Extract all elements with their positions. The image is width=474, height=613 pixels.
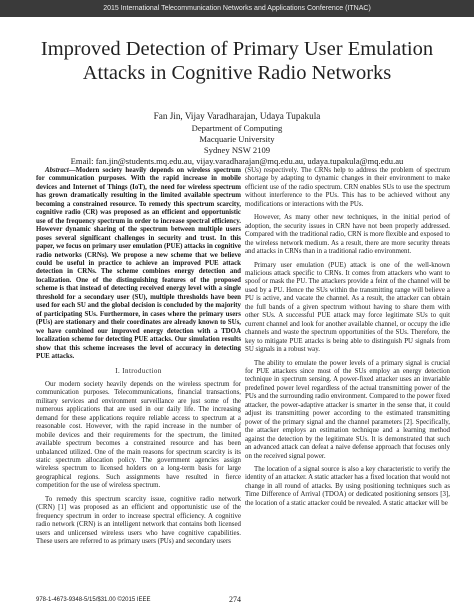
conference-header [0, 0, 474, 17]
section-heading-introduction: I. Introduction [115, 367, 162, 376]
abstract [36, 167, 241, 361]
paper-title [30, 37, 444, 85]
title-line-1: Improved Detection of Primary User Emulation [40, 38, 434, 60]
author-emails: Email: fan.jin@students.mq.edu.au, vijay.varadharajan@mq.edu.au, udaya.tupakula@mq.edu.au [70, 156, 404, 166]
author-block [20, 111, 454, 167]
right-paragraph-4: The ability to emulate the power levels of a primary signal is crucial for PUE attackers since most of the SUs employ an energy detection technique in spectrum sensing. A power-fixed attacker uses an invariable predefined power level regardless of the actual transmitting power of the PUs and the surrounding radio environment. Compared to the power fixed attacker, the power-adaptive attacker is smarter in the sense that, it could adjust its transmitting power according to the estimated transmitting power of the primary signal and the channel parameters [2]. Specifically, the attacker employs an estimation technique and a learning method against the detection by the legitimate SUs. It is demonstrated that such an advanced attack can defeat a naive defense approach that focuses only on the received signal power. [245, 359, 450, 460]
intro-paragraph-2: To remedy this spectrum scarcity issue, cognitive radio network (CRN) [1] was proposed as an efficient and opportunistic use of the frequency spectrum in order to increase spectral efficiency. A cognitive radio network (CRN) is an intelligent network that contains both licensed users and unlicensed wireless users who have cognitive capabilities. These users are referred to as primary users (PUs) and secondary users [36, 495, 241, 546]
author-location: Sydney NSW 2109 [203, 145, 271, 155]
abstract-text: —Modern society heavily depends on wireless spectrum for communication purposes. With the rapid increase in mobile devices and Internet of Things (IoT), the need for wireless spectrum has grown dramatically resulting in the limited available spectrum becoming a constrained resource. To remedy this spectrum scarcity, cognitive radio (CR) was proposed as an efficient and opportunistic use of the frequency spectrum in order to increase spectral efficiency. However dynamic sharing of the spectrum between multiple users poses several significant challenges in security and trust. In this paper, we focus on primary user emulation (PUE) attacks in cognitive radio networks (CRNs). We propose a new scheme that we believe could be useful in practice to achieve an improved PUE attack detection in CRNs. The scheme combines energy detection and localization. One of the distinguishing features of the proposed scheme is that instead of detecting received energy level with a single threshold for a secondary user (SU), multiple thresholds have been used for each SU and the global decision is concluded by the majority of participating SUs. Furthermore, in cases where the primary users (PUs) are stationary and their coordinates are already known to SUs, we have combined our improved energy detection with a TDOA localization scheme for detecting PUE attacks. Our simulation results show that this scheme increases the level of accuracy in detecting PUE attacks. [36, 167, 241, 360]
right-paragraph-5: The location of a signal source is also a key characteristic to verify the identity of an attacker. A static attacker has a fixed location that would not change in all round of attacks. By using positioning techniques such as Time Difference of Arrival (TDOA) or dedicated positioning sensors [3], the location of a static attacker could be revealed. A static attacker will be [245, 465, 450, 507]
right-column [245, 167, 450, 508]
title-line-2: Attacks in Cognitive Radio Networks [82, 62, 392, 84]
page-number: 274 [229, 595, 241, 604]
right-paragraph-2: However, As many other new techniques, in the initial period of adoption, the security issues in CRN have not been properly addressed. Compared with the traditional radio, CRN is more flexible and exposed to the wireless network medium. As a result, there are more security threats and attacks in CRNs than in a traditional radio environment. [245, 214, 450, 256]
conference-name: 2015 International Telecommunication Networks and Applications Conference (ITNAC) [103, 5, 371, 12]
author-department: Department of Computing [191, 123, 283, 133]
intro-paragraph-1: Our modern society heavily depends on the wireless spectrum for communication purposes. Telecommunications, financial transactions, military services and environment surveillance are just some of the numerous applications that are used in our daily life. The increasing demand for these applications require reliable access to spectrum at a reasonable cost. However, with the rapid increase in the number of mobile devices and their requirements for the spectrum, the limited available spectrum becomes a constrained resource and has been unbalanced utilized. One of the main reasons for spectrum scarcity is its static spectrum allocation policy. The government agencies assign wireless spectrum to licensed holders on a long-term basis for large geographical regions. Such assignments have resulted in fierce competition for the use of wireless spectrum. [36, 380, 241, 490]
right-paragraph-3: Primary user emulation (PUE) attack is one of the well-known malicious attack specific to CRNs. It comes from attackers who want to spoof or mask the PU. The attackers provide a feint of the channel will be used by a PU. Hence the SUs within the transmitting range will believe a PU is active, and vacate the channel. As a result, the attacker can obtain the full bands of a given spectrum without having to share them with other SUs. A successful PUE attack may force legitimate SUs to quit current channel and look for another available channel, or occupy the idle channels and waste the spectrum opportunities of the SUs. Therefore, the key to mitigate PUE attacks is being able to distinguish PU signals from SU signals in a robust way. [245, 261, 450, 354]
author-names: Fan Jin, Vijay Varadharajan, Udaya Tupakula [153, 111, 321, 121]
left-column [36, 167, 241, 546]
author-university: Macquarie University [199, 134, 275, 144]
copyright-notice: 978-1-4673-9348-5/15/$31.00 ©2015 IEEE [36, 597, 151, 603]
abstract-label: Abstract [45, 167, 69, 174]
right-paragraph-1: (SUs) respectively. The CRNs help to address the problem of spectrum shortage by adapting to dynamic changes in their environment to make efficient use of the radio spectrum. CRN enables SUs to use the spectrum without interference to the PUs. This has to be achieved without any modifications or interactions with the PUs. [245, 167, 450, 208]
